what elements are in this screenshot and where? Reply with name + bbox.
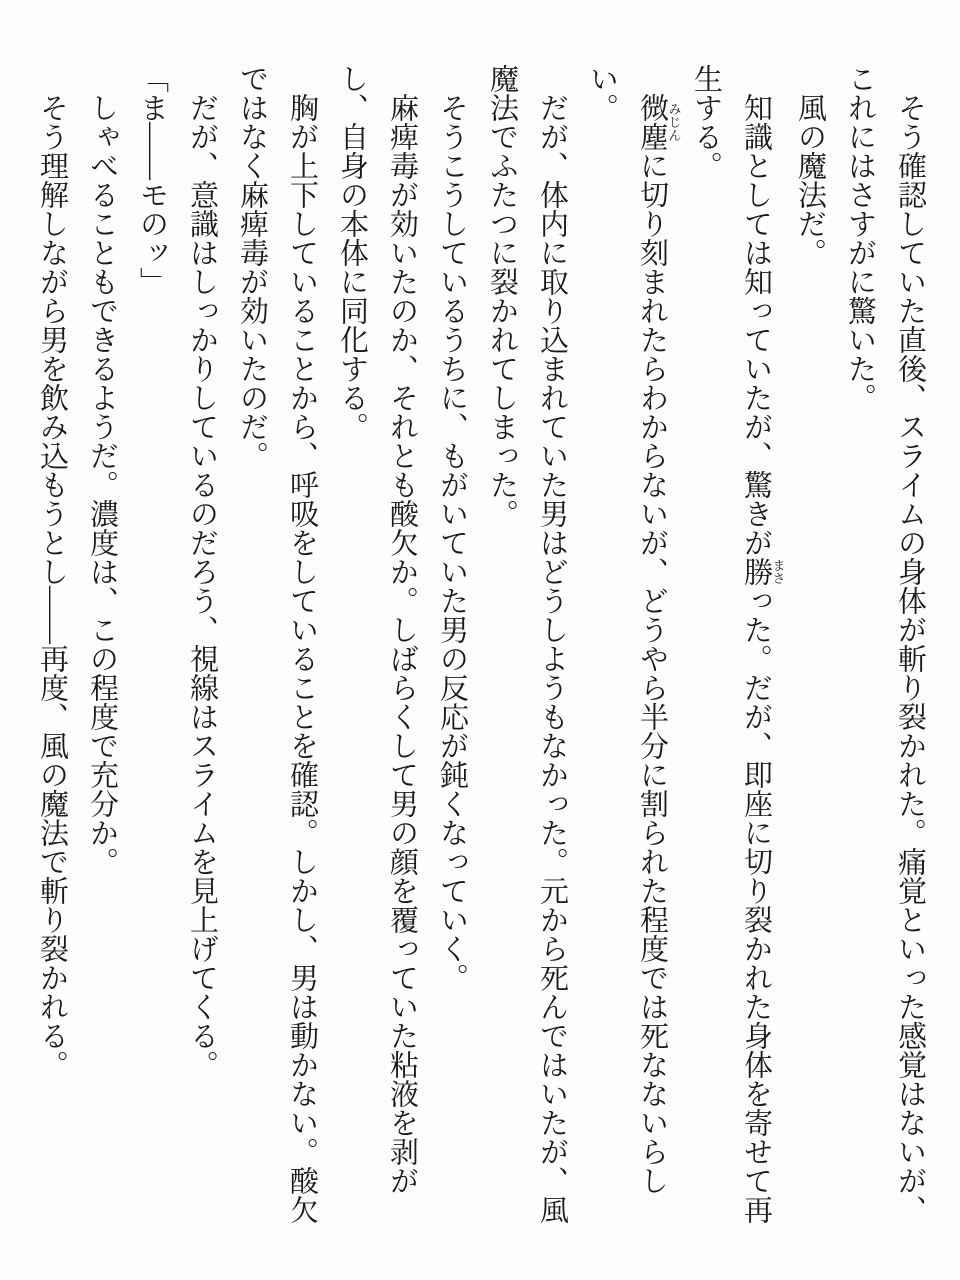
novel-text — [35, 64, 935, 1228]
novel-paragraph: そう確認していた直後、スライムの身体が斬り裂かれた。痛覚といった感覚はないが、これにはさすがに驚いた。 — [844, 64, 926, 1224]
novel-paragraph: 知識としては知っていたが、驚きが勝まさった。だが、即座に切り裂かれた身体を寄せて再生する。 — [690, 64, 786, 1224]
furigana: みじん — [666, 93, 682, 151]
novel-paragraph: 「ま――モのッ」 — [136, 64, 168, 296]
novel-paragraph: 胸が上下していることから、呼吸をしていることを確認。しかし、男は動かない。酸欠ではなく麻痺毒が効いたのだ。 — [236, 64, 318, 1224]
novel-paragraph: そうこうしているうちに、もがいていた男の反応が鈍くなっていく。 — [436, 93, 468, 992]
furigana: まさ — [770, 557, 786, 586]
novel-paragraph: だが、意識はしっかりしているのだろう、視線はスライムを見上げてくる。 — [186, 93, 218, 1079]
novel-paragraph: 麻痺毒が効いたのか、それとも酸欠か。しばらくして男の顔を覆っていた粘液を剥がし、自身の本体に同化する。 — [336, 64, 418, 1195]
furigana-annotated-text: 微塵みじん — [636, 93, 682, 151]
novel-paragraph: 風の魔法だ。 — [794, 93, 826, 267]
novel-paragraph: 微塵みじんに切り刻まれたらわからないが、どうやら半分に割られた程度では死なないらしい。 — [586, 64, 682, 1195]
novel-paragraph: だが、体内に取り込まれていた男はどうしようもなかった。元から死んではいたが、風魔法でふたつに裂かれてしまった。 — [486, 64, 568, 1224]
novel-paragraph: しゃべることもできるようだ。濃度は、この程度で充分か。 — [86, 93, 118, 876]
furigana-annotated-text: 勝まさ — [740, 557, 786, 586]
novel-paragraph: そう理解しながら男を飲み込もうとし――再度、風の魔法で斬り裂かれる。 — [36, 93, 68, 1079]
